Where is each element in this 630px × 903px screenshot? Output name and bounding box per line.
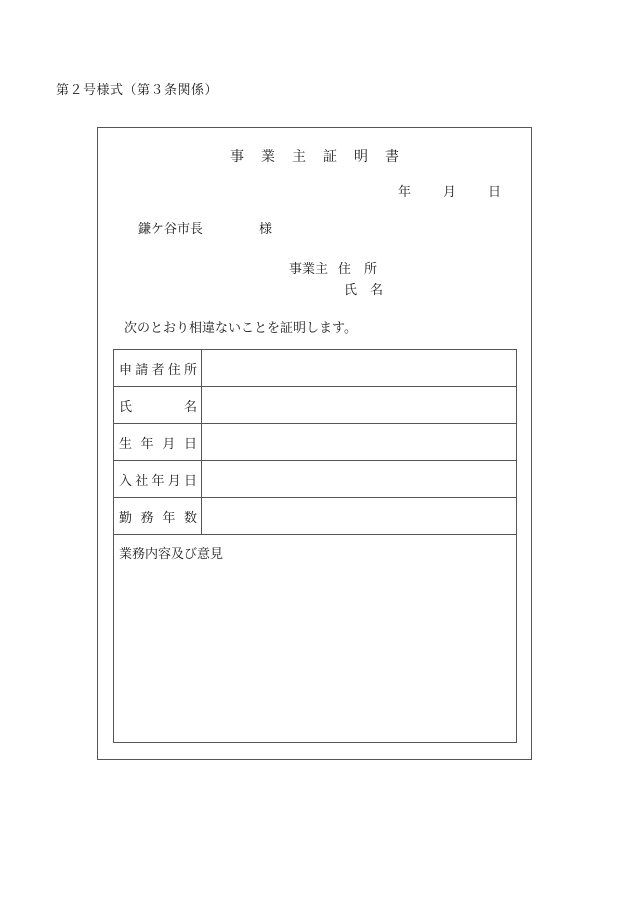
table-row (114, 535, 517, 743)
addressee-honorific: 様 (259, 222, 273, 237)
table-row (114, 350, 517, 387)
remarks-label: 業務内容及び意見 (119, 547, 224, 562)
date-year-label: 年 (397, 185, 411, 200)
issuer-address-line (289, 258, 377, 277)
years-of-service-field[interactable] (202, 498, 517, 535)
issuer-name-label: 氏 名 (344, 283, 384, 298)
date-month-label: 月 (442, 185, 456, 200)
row-label-name: 氏 名 (114, 387, 202, 424)
addressee (138, 218, 272, 237)
row-label-hire-date: 入社年月日 (114, 461, 202, 498)
table-row (114, 461, 517, 498)
certificate-frame (97, 127, 532, 760)
table-row (114, 498, 517, 535)
row-label-birthdate: 生 年 月 日 (114, 424, 202, 461)
document-title: 事業主証明書 (230, 149, 416, 165)
applicant-address-field[interactable] (202, 350, 517, 387)
row-label-years-of-service: 勤 務 年 数 (114, 498, 202, 535)
applicant-info-table (113, 349, 517, 743)
issuer-prefix: 事業主 (289, 262, 329, 277)
date-day-label: 日 (487, 185, 501, 200)
row-label-address: 申請者住所 (114, 350, 202, 387)
table-row (114, 424, 517, 461)
hire-date-field[interactable] (202, 461, 517, 498)
issuer-address-label: 住 所 (338, 262, 378, 277)
date-line (398, 181, 501, 200)
addressee-name: 鎌ケ谷市長 (138, 222, 204, 237)
applicant-name-field[interactable] (202, 387, 517, 424)
form-number: 第２号様式（第３条関係） (56, 83, 219, 98)
certification-statement: 次のとおり相違ないことを証明します。 (124, 321, 357, 336)
birthdate-field[interactable] (202, 424, 517, 461)
remarks-field[interactable] (114, 535, 517, 743)
table-row (114, 387, 517, 424)
